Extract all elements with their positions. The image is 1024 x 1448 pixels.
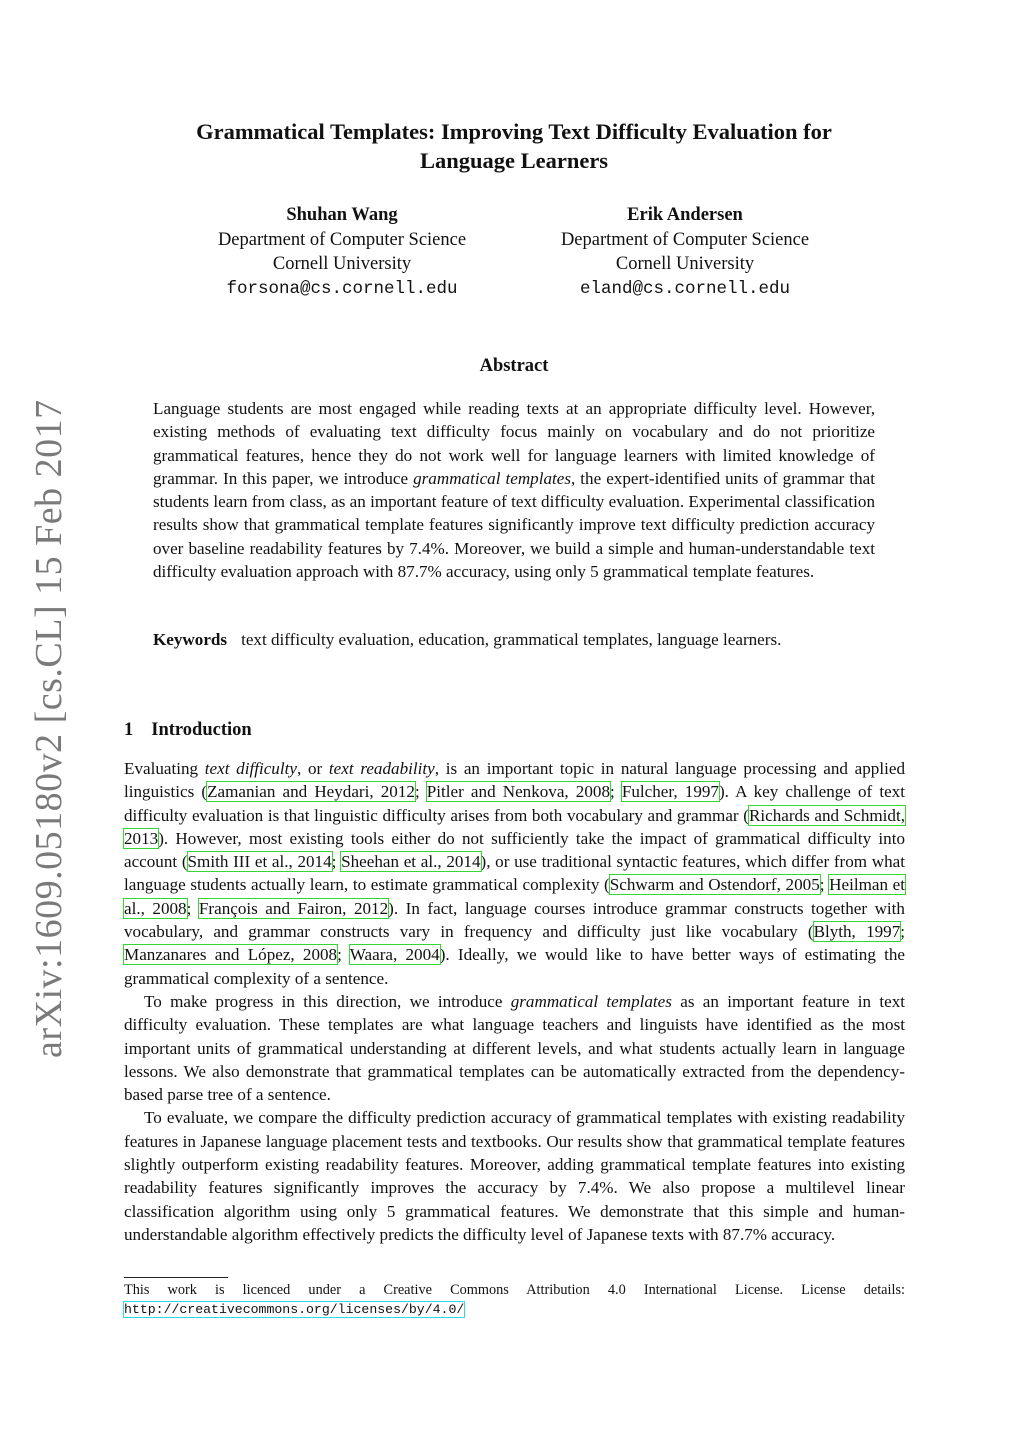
author-university: Cornell University (272, 254, 412, 274)
author-block-1 (172, 203, 512, 301)
footnote-text: This work is licenced under a Creative Commons Attribution 4.0 International License. License details: (124, 1282, 905, 1298)
paragraph: To make progress in this direction, we introduce grammatical templates as an important feature in text difficulty evaluation. These templates are what language teachers and linguists have identified as the most important units of grammatical understanding at different levels, and what students actually learn in language lessons. We also demonstrate that grammatical templates can be automatically extracted from the dependency-based parse tree of a sentence. (124, 991, 905, 1105)
citation-link[interactable]: Schwarm and Ostendorf, 2005 (609, 875, 820, 895)
footnote (124, 1281, 905, 1319)
section-title: Introduction (151, 720, 252, 740)
author-department: Department of Computer Science (217, 229, 467, 250)
abstract-heading: Abstract (479, 356, 549, 376)
abstract-text: Language students are most engaged while reading texts at an appropriate difficulty level. However, existing methods of evaluating text difficulty focus mainly on vocabulary and do not prioritize grammatical features, hence they do not work well for language learners with limited knowledge of grammar. In this paper, we introduce grammatical templates, the expert-identified units of grammar that students learn from class, as an important feature of text difficulty evaluation. Experimental classification results show that grammatical template features significantly improve text difficulty prediction accuracy over baseline readability features by 7.4%. Moreover, we build a simple and human-understandable text difficulty evaluation approach with 87.7% accuracy, using only 5 grammatical template features. (153, 399, 875, 582)
keywords-label: Keywords (153, 630, 228, 649)
title-line-2: Language Learners (419, 148, 609, 173)
paragraph: Evaluating text difficulty, or text readability, is an important topic in natural language processing and applied linguistics (Zamanian and Heydari, 2012; Pitler and Nenkova, 2008; Fulcher, 1997). A key challenge of text difficulty evaluation is that linguistic difficulty arises from both vocabulary and grammar (Richards and Schmidt, 2013). However, most existing tools either do not sufficiently take the impact of grammatical difficulty into account (Smith III et al., 2014; Sheehan et al., 2014), or use traditional syntactic features, which differ from what language students actually learn, to estimate grammatical complexity (Schwarm and Ostendorf, 2005; Heilman et al., 2008; François and Fairon, 2012). In fact, language courses introduce grammar constructs together with vocabulary, and grammar constructs vary in frequency and difficulty just like vocabulary (Blyth, 1997; Manzanares and López, 2008; Waara, 2004). Ideally, we would like to have better ways of estimating the grammatical complexity of a sentence. (124, 759, 906, 988)
license-url-link[interactable]: http://creativecommons.org/licenses/by/4.0/ (124, 1302, 465, 1317)
author-email: forsona@cs.cornell.edu (226, 278, 458, 299)
citation-link[interactable]: Waara, 2004 (349, 945, 440, 965)
author-university: Cornell University (615, 254, 755, 274)
paper-title (124, 117, 904, 175)
citation-link[interactable]: Blyth, 1997 (813, 922, 901, 942)
citation-link[interactable]: Fulcher, 1997 (621, 782, 719, 802)
term-emphasis: grammatical templates (413, 468, 572, 488)
title-line-1: Grammatical Templates: Improving Text Difficulty Evaluation for (196, 119, 832, 144)
paragraph: To evaluate, we compare the difficulty prediction accuracy of grammatical templates with existing readability features in Japanese language placement tests and textbooks. Our results show that grammatical template features slightly outperform existing readability features. Moreover, adding grammatical template features into existing readability features significantly improves the accuracy by 7.4%. We also propose a multilevel linear classification algorithm using only 5 grammatical features. We demonstrate that this simple and human-understandable algorithm effectively predicts the difficulty level of Japanese texts with 87.7% accuracy. (124, 1108, 905, 1244)
introduction-body (124, 757, 905, 1246)
citation-link[interactable]: Sheehan et al., 2014 (341, 852, 481, 872)
citation-link[interactable]: Smith III et al., 2014 (187, 852, 332, 872)
author-department: Department of Computer Science (560, 229, 810, 250)
citation-link[interactable]: Zamanian and Heydari, 2012 (207, 782, 415, 802)
keywords-value: text difficulty evaluation, education, grammatical templates, language learners. (241, 630, 782, 649)
section-heading-introduction (124, 720, 252, 741)
citation-link[interactable]: Manzanares and López, 2008 (124, 945, 338, 965)
author-name: Shuhan Wang (286, 205, 398, 225)
arxiv-identifier: arXiv:1609.05180v2 [cs.CL] 15 Feb 2017 (28, 399, 70, 1058)
footnote-divider (124, 1277, 228, 1278)
author-email: eland@cs.cornell.edu (579, 278, 791, 299)
author-block-2 (515, 203, 855, 301)
section-number: 1 (124, 720, 134, 740)
citation-link[interactable]: Pitler and Nenkova, 2008 (426, 782, 610, 802)
citation-link[interactable]: Richards and Schmidt, 2013 (124, 805, 905, 848)
author-name: Erik Andersen (627, 205, 743, 225)
citation-link[interactable]: Heilman et al., 2008 (124, 875, 905, 918)
keywords (153, 628, 875, 651)
citation-link[interactable]: François and Fairon, 2012 (198, 898, 389, 918)
